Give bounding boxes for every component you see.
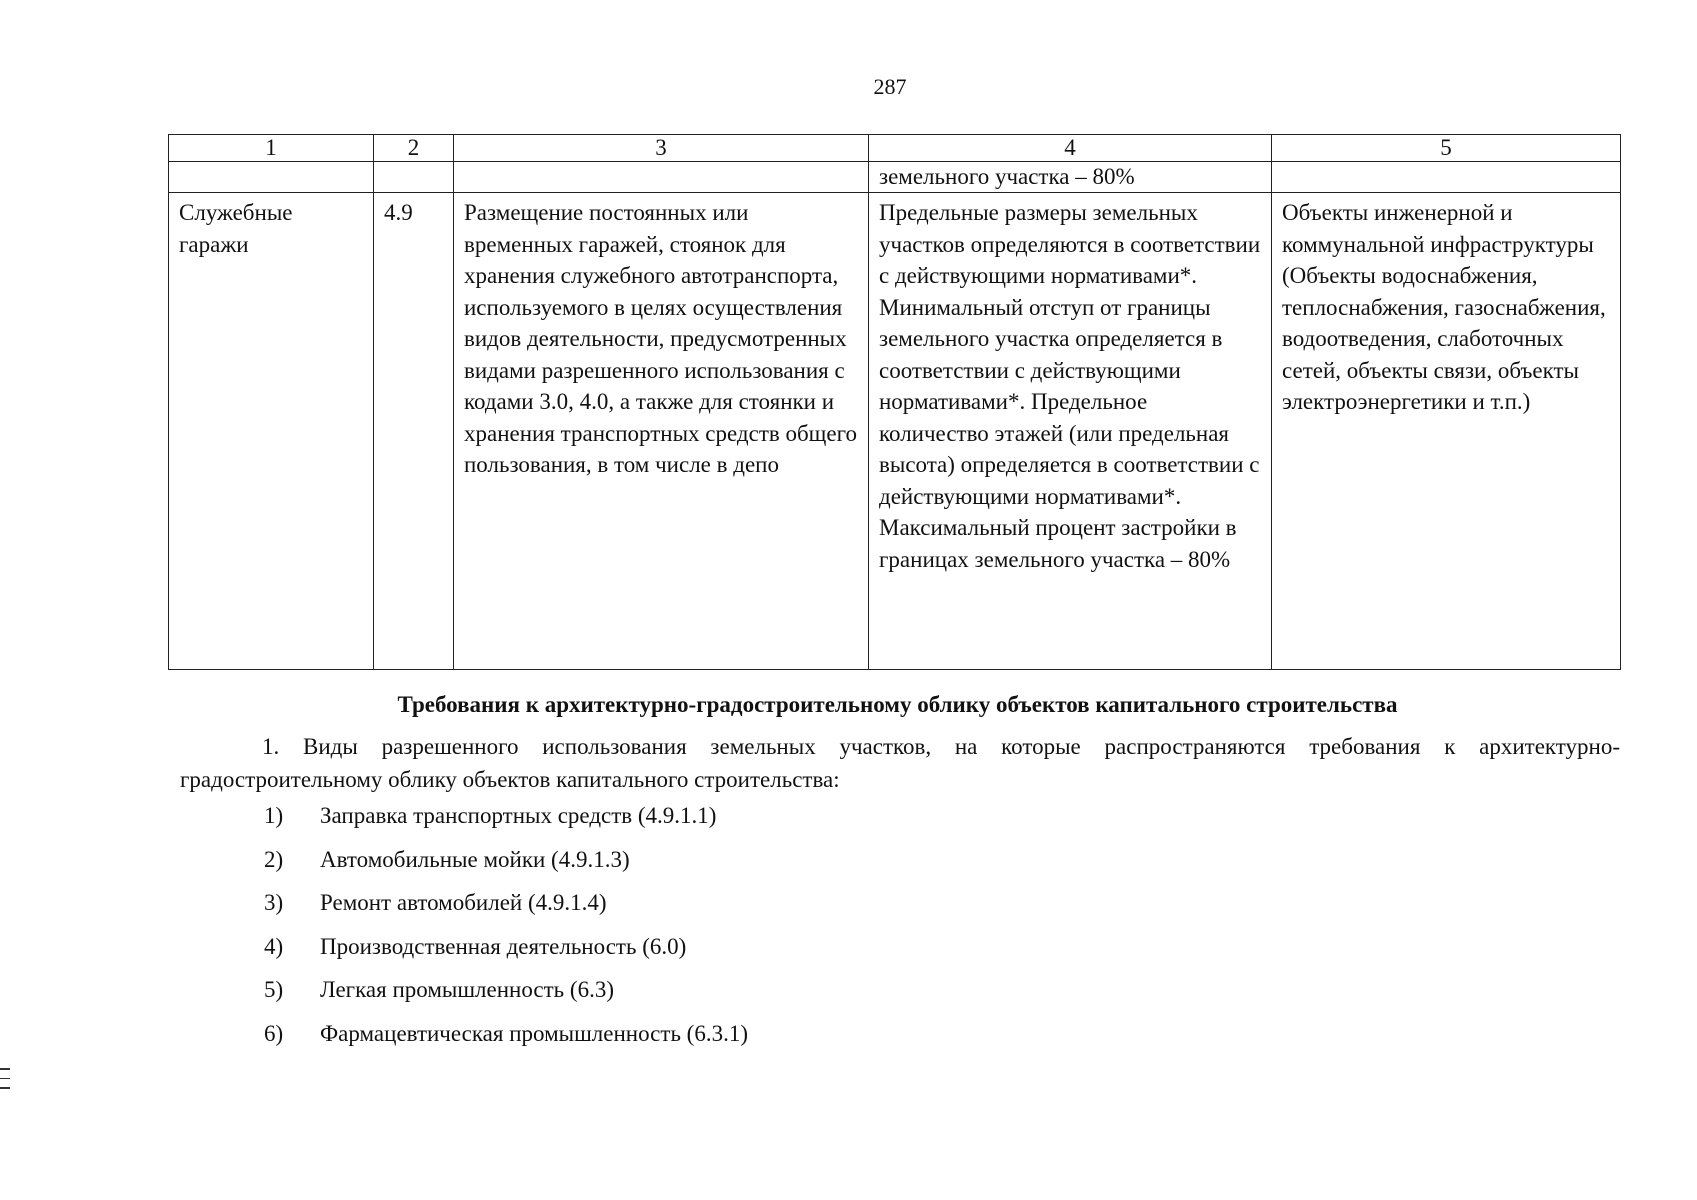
use-description-cell: Размещение постоянных или временных гаражей, стоянок для хранения служебного автотранспорта, используемого в целях осуществления видов деятельности, предусмотренных видами разрешенного использования с кодами 3.0, 4.0, а также для стоянки и хранения транспортных средств общего пользования, в том числе в депо	[454, 193, 869, 670]
list-item-number: 6)	[264, 1020, 284, 1046]
use-types-list	[264, 803, 748, 1064]
auxiliary-uses-cell: Объекты инженерной и коммунальной инфраструктуры (Объекты водоснабжения, теплоснабжения, газоснабжения, водоотведения, слаботочных сетей, объекты связи, объекты электроэнергетики и т.п.)	[1272, 193, 1621, 670]
continuation-cell-4: земельного участка – 80%	[869, 162, 1272, 193]
list-item	[264, 803, 748, 847]
list-item-text: Фармацевтическая промышленность (6.3.1)	[320, 1020, 749, 1046]
intro-paragraph: 1. Виды разрешенного использования земельных участков, на которые распространяются требования к архитектурно-градостроительному облику объектов капитального строительства:	[180, 734, 1620, 792]
list-item	[264, 847, 748, 891]
list-item-text: Заправка транспортных средств (4.9.1.1)	[320, 803, 717, 828]
continuation-cell-2	[374, 162, 454, 193]
list-item-number: 1)	[264, 803, 284, 828]
list-item-number: 2)	[264, 846, 284, 872]
list-item-text: Автомобильные мойки (4.9.1.3)	[320, 846, 630, 872]
parameters-cell: Предельные размеры земельных участков определяются в соответствии с действующими нормативами*. Минимальный отступ от границы земельного участка определяется в соответствии с действующими нормативами*. Предельное количество этажей (или предельная высота) определяется в соответствии с действующими нормативами*. Максимальный процент застройки в границах земельного участка – 80%	[869, 193, 1272, 670]
list-item	[264, 890, 748, 934]
use-name-cell: Служебные гаражи	[169, 193, 374, 670]
header-cell-3: 3	[454, 135, 869, 162]
land-use-table	[168, 134, 1621, 670]
margin-mark	[0, 1068, 10, 1096]
use-code-cell: 4.9	[374, 193, 454, 670]
table-row	[169, 193, 1621, 670]
list-item-text: Производственная деятельность (6.0)	[320, 933, 687, 959]
list-item-text: Легкая промышленность (6.3)	[320, 977, 614, 1002]
continuation-cell-3	[454, 162, 869, 193]
list-item-number: 4)	[264, 933, 284, 959]
section-title: Требования к архитектурно-градостроительному облику объектов капитального строительства	[397, 692, 1398, 717]
page-number: 287	[873, 74, 907, 99]
header-cell-5: 5	[1272, 135, 1621, 162]
table-header-row	[169, 135, 1621, 162]
list-item-number: 5)	[264, 977, 284, 1002]
list-item-number: 3)	[264, 890, 284, 915]
continuation-cell-5	[1272, 162, 1621, 193]
list-item	[264, 934, 748, 978]
header-cell-4: 4	[869, 135, 1272, 162]
table-row-continuation	[169, 162, 1621, 193]
list-item	[264, 977, 748, 1021]
header-cell-1: 1	[169, 135, 374, 162]
list-item	[264, 1021, 748, 1065]
header-cell-2: 2	[374, 135, 454, 162]
continuation-cell-1	[169, 162, 374, 193]
list-item-text: Ремонт автомобилей (4.9.1.4)	[320, 890, 607, 915]
